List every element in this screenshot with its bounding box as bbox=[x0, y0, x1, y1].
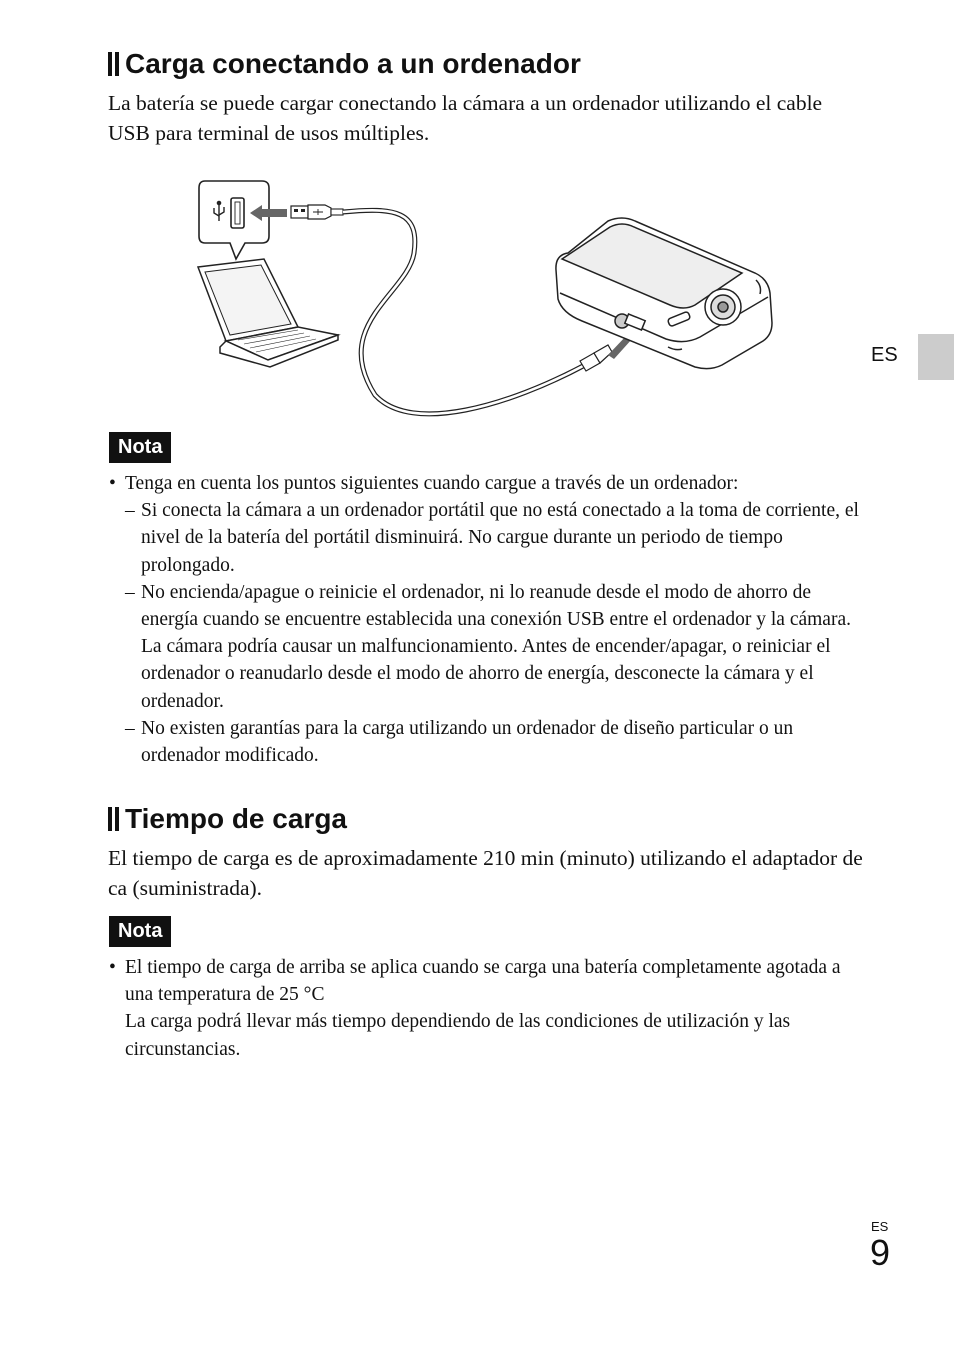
section-marker-icon bbox=[108, 807, 119, 831]
note-label: Nota bbox=[109, 432, 171, 463]
page-number: 9 bbox=[870, 1232, 891, 1273]
note-list-computer bbox=[108, 470, 864, 769]
usb-connection-illustration bbox=[190, 175, 790, 420]
note-label: Nota bbox=[109, 916, 171, 947]
laptop-illustration bbox=[198, 259, 338, 367]
note-item-no-guarantee: – No existen garantías para la carga utilizando un ordenador de diseño particular o un ordenador modificado. bbox=[108, 715, 864, 769]
camera-illustration bbox=[556, 218, 772, 369]
footer-language: ES bbox=[871, 1219, 889, 1234]
section-heading-charging-computer bbox=[108, 48, 581, 80]
usb-plug-icon bbox=[291, 205, 343, 219]
note-item-no-restart: – No encienda/apague o reinicie el ordenador, ni lo reanude desde el modo de ahorro de energía cuando se encuentre establecida una conexión USB entre el ordenador y la cámara. La cámara podría causar un malfuncionamiento. Antes de encender/apagar, o reiniciar el ordenador o reanudarlo desde el modo de ahorro de energía, desconecte la cámara y el ordenador. bbox=[108, 579, 864, 715]
side-tab bbox=[918, 334, 954, 380]
section-title: Tiempo de carga bbox=[125, 803, 348, 834]
note-item-laptop-battery: – Si conecta la cámara a un ordenador portátil que no está conectado a la toma de corriente, el nivel de la batería del portátil disminuirá. No cargue durante un periodo de tiempo prolongado. bbox=[108, 497, 864, 579]
note-list-charging-time bbox=[108, 954, 864, 1063]
side-tab-language: ES bbox=[871, 344, 898, 366]
section-title: Carga conectando a un ordenador bbox=[125, 48, 581, 79]
note-item-fully-depleted: • El tiempo de carga de arriba se aplica cuando se carga una batería completamente agotada a una temperatura de 25 °C bbox=[108, 954, 864, 1008]
section-heading-charging-time bbox=[108, 803, 347, 835]
usb-port-callout bbox=[199, 181, 269, 259]
section-body: La batería se puede cargar conectando la cámara a un ordenador utilizando el cable USB para terminal de usos múltiples. bbox=[108, 91, 823, 145]
note-intro: • Tenga en cuenta los puntos siguientes cuando cargue a través de un ordenador: bbox=[108, 470, 864, 497]
usb-port-icon bbox=[231, 198, 244, 228]
section-marker-icon bbox=[108, 52, 119, 76]
section-body: El tiempo de carga es de aproximadamente 210 min (minuto) utilizando el adaptador de ca (suministrada). bbox=[108, 846, 863, 900]
note-continuation: La carga podrá llevar más tiempo dependiendo de las condiciones de utilización y las circunstancias. bbox=[125, 1011, 791, 1060]
micro-usb-plug-icon bbox=[580, 345, 612, 371]
